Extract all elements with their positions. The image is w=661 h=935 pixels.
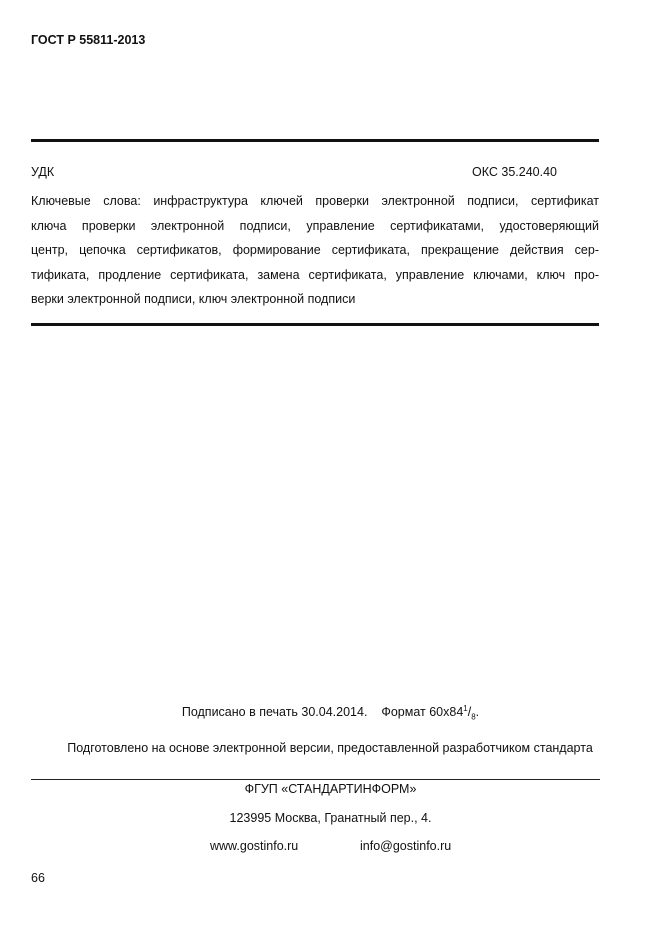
website-link[interactable]: www.gostinfo.ru <box>210 839 299 853</box>
keywords-line: центр, цепочка сертификатов, формирование сертификата, прекращение действия сер- <box>31 243 599 258</box>
format-label: Формат 60x84 <box>381 705 464 720</box>
prepared-note: Подготовлено на основе электронной версии, предоставленной разработчиком стандарта <box>67 741 593 755</box>
publisher-name: ФГУП «СТАНДАРТИНФОРМ» <box>244 782 417 796</box>
bottom-divider <box>31 323 599 326</box>
keywords-line: ключа проверки электронной подписи, управление сертификатами, удостоверяющий <box>31 218 599 233</box>
keywords-line: тификата, продление сертификата, замена сертификата, управление ключами, ключ про- <box>31 267 599 282</box>
udk-label: УДК <box>31 165 55 179</box>
keywords-line: верки электронной подписи, ключ электронной подписи <box>31 292 356 307</box>
keywords-block <box>31 189 599 312</box>
document-code: ГОСТ Р 55811-2013 <box>31 33 146 47</box>
imprint-signed: Подписано в печать 30.04.2014. Формат $60x84^1/_8$. <box>181 704 480 722</box>
keywords-line: Ключевые слова: инфраструктура ключей проверки электронной подписи, сертификат <box>31 194 599 208</box>
oks-code: ОКС 35.240.40 <box>472 165 557 179</box>
format-numerator: 1 <box>463 704 468 713</box>
page-number: 66 <box>31 871 45 885</box>
format-end: . <box>475 705 480 720</box>
email-link[interactable]: info@gostinfo.ru <box>360 839 452 853</box>
signed-date: Подписано в печать 30.04.2014. <box>181 705 368 720</box>
publisher-address: 123995 Москва, Гранатный пер., 4. <box>229 811 432 825</box>
imprint-divider <box>31 779 600 780</box>
top-divider <box>31 139 599 142</box>
format-denominator: 8 <box>471 712 476 722</box>
